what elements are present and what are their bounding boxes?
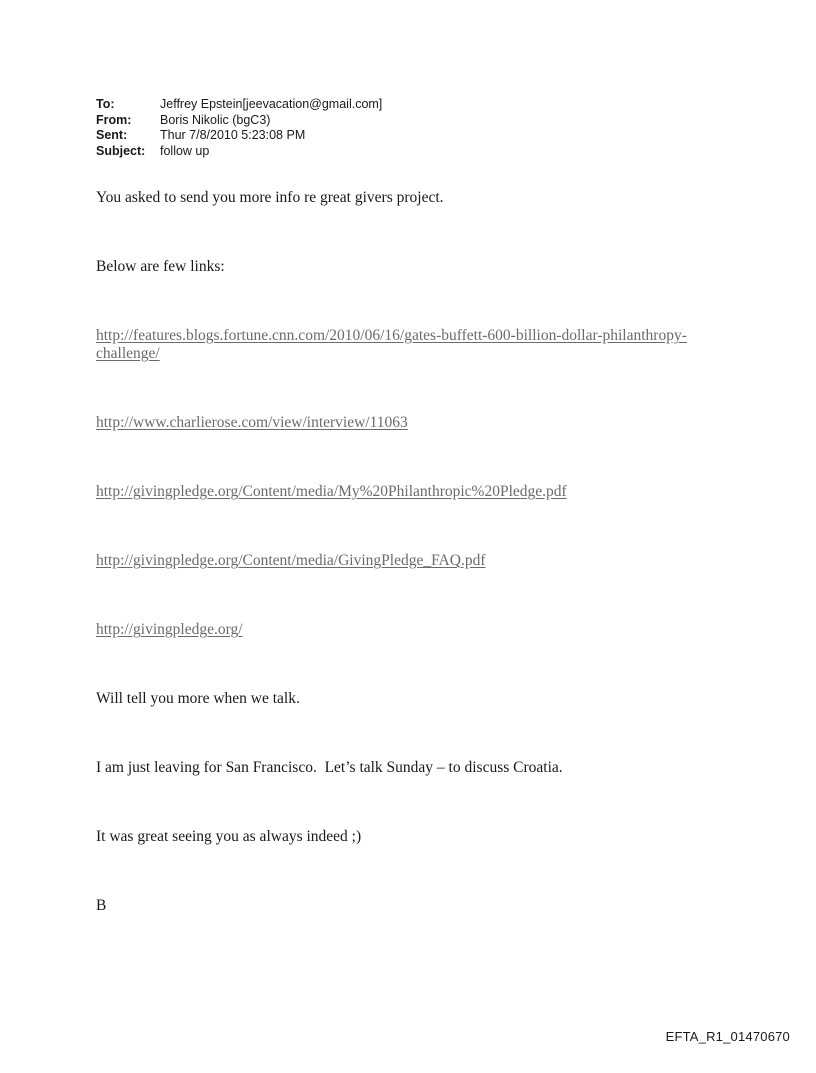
talk-paragraph: Will tell you more when we talk. bbox=[96, 690, 300, 707]
sent-row bbox=[96, 128, 382, 144]
to-label: To: bbox=[96, 97, 115, 111]
links-intro-paragraph: Below are few links: bbox=[96, 258, 225, 275]
closing-paragraph: It was great seeing you as always indeed ;) bbox=[96, 828, 362, 845]
faq-pdf-link-paragraph bbox=[96, 552, 485, 570]
charlierose-link[interactable]: http://www.charlierose.com/view/interview/11063 bbox=[96, 414, 408, 431]
signature: B bbox=[96, 897, 107, 914]
sent-label: Sent: bbox=[96, 128, 128, 142]
intro-paragraph: You asked to send you more info re great givers project. bbox=[96, 189, 444, 206]
to-row bbox=[96, 97, 382, 113]
subject-label: Subject: bbox=[96, 143, 146, 158]
to-value: Jeffrey Epstein[jeevacation@gmail.com] bbox=[160, 97, 383, 111]
faq-pdf-link[interactable]: http://givingpledge.org/Content/media/GivingPledge_FAQ.pdf bbox=[96, 552, 486, 569]
email-header bbox=[96, 97, 382, 159]
from-value: Boris Nikolic (bgC3) bbox=[160, 112, 271, 127]
givingpledge-link-paragraph bbox=[96, 621, 243, 639]
from-row bbox=[96, 113, 382, 129]
pledge-pdf-link[interactable]: http://givingpledge.org/Content/media/My%20Philanthropic%20Pledge.pdf bbox=[96, 483, 567, 500]
travel-paragraph: I am just leaving for San Francisco. Let’s talk Sunday – to discuss Croatia. bbox=[96, 759, 563, 776]
from-label: From: bbox=[96, 112, 132, 127]
pledge-pdf-link-paragraph bbox=[96, 483, 567, 501]
charlierose-link-paragraph bbox=[96, 414, 408, 432]
sent-value: Thur 7/8/2010 5:23:08 PM bbox=[160, 128, 306, 142]
subject-row bbox=[96, 144, 382, 160]
givingpledge-link[interactable]: http://givingpledge.org/ bbox=[96, 621, 243, 638]
fortune-link-paragraph bbox=[96, 327, 716, 363]
fortune-link[interactable]: http://features.blogs.fortune.cnn.com/2010/06/16/gates-buffett-600-billion-dollar-philanthropy-challenge/ bbox=[96, 327, 687, 362]
subject-value: follow up bbox=[160, 143, 210, 158]
document-id: EFTA_R1_01470670 bbox=[665, 1029, 790, 1044]
